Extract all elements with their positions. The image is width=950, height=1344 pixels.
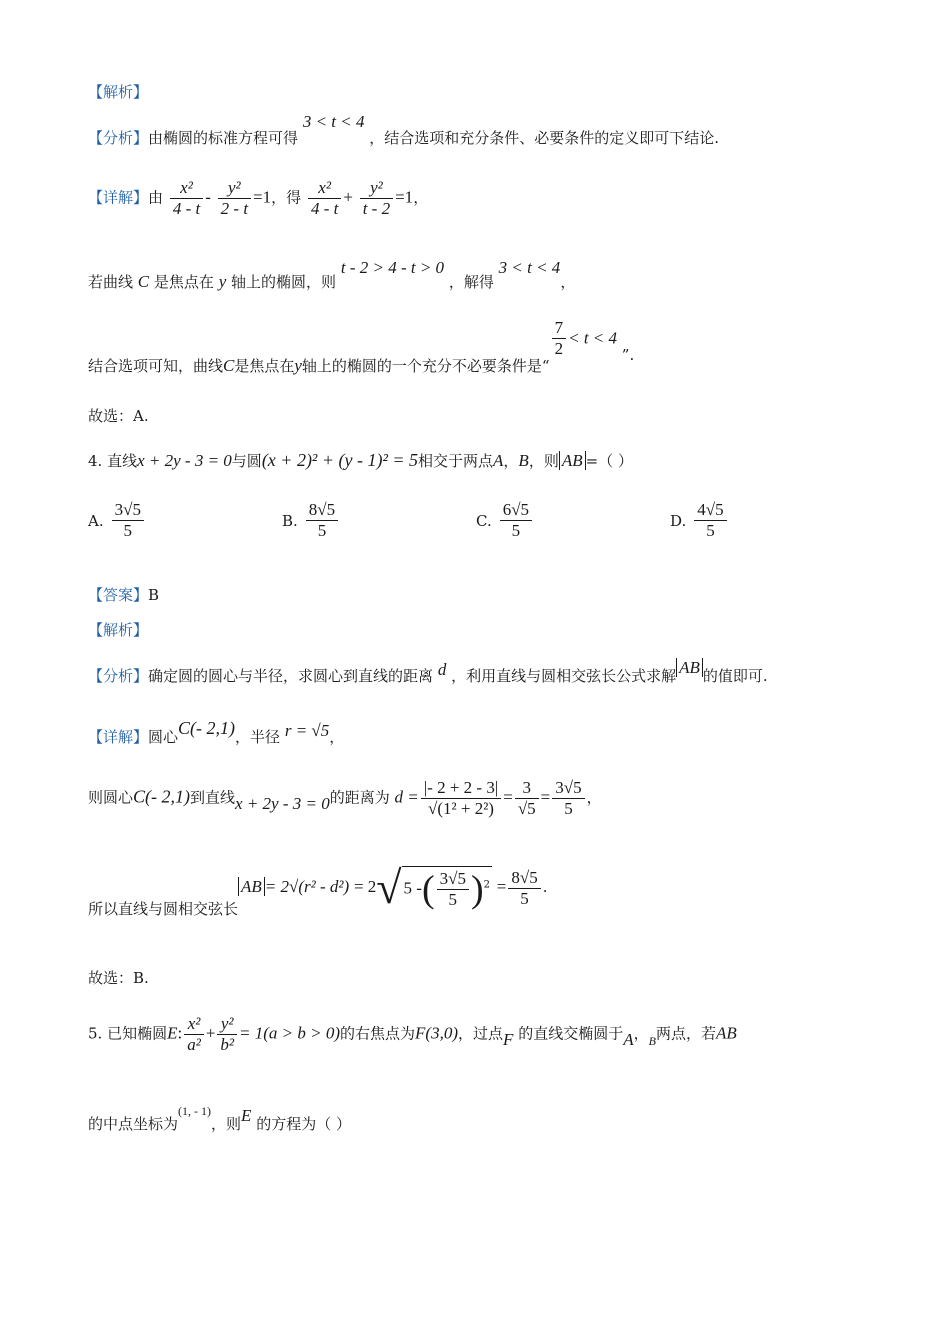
q4-option-c[interactable]: C. $\frac{6√5}{5}$ [476, 500, 534, 541]
q3-condition: t - 2 > 4 - t > 0 [340, 258, 445, 277]
distance-frac: $\frac{|- 2 + 2 - 3|}{\text{√(1² + 2²)}}$ [421, 778, 501, 819]
eq2-frac-x: $\frac{\text{x²}}{4 - t}$ [308, 178, 341, 219]
q3-answer: 故选：A. [88, 407, 149, 425]
xiangjie-tag: 【详解】 [88, 188, 149, 207]
fenxi-math: 3 < t < 4 [302, 112, 365, 131]
q3-fenxi [88, 112, 720, 148]
q4-fenxi: 【分析】确定圆的圆心与半径，求圆心到直线的距离 d ，利用直线与圆相交弦长公式求解 AB 的值即可. [88, 658, 768, 685]
q4-final: 故选：B. [88, 969, 149, 987]
radius: r = √5 [284, 721, 330, 740]
q5-line2: 的中点坐标为$^{(1, - 1)}$，则E 的方程为（ ） [88, 1104, 351, 1133]
q4-option-a[interactable]: A. $\frac{3√5}{5}$ [88, 500, 146, 541]
q4-option-d[interactable]: D. $\frac{4√5}{5}$ [670, 500, 729, 541]
q4-abs-ab: AB [559, 451, 586, 470]
fenxi-tag: 【分析】 [88, 129, 149, 147]
eq1-frac-y: $\frac{\text{y²}}{2 - t}$ [218, 178, 251, 219]
q4-stem: 4. 直线x + 2y - 3 = 0与圆(x + 2)² + (y - 1)² = 5相交于两点A，B，则 AB =（ ） [88, 450, 633, 470]
q5-stem: 5. 已知椭圆E: $\frac{\text{x²}}{\text{a²}}$ + $\frac{\text{y²}}{\text{b²}}$ = 1(a > b > 0)的右焦点为F(3,0)，过点F 的直线交椭圆于A，$_B$两点，若AB [88, 1014, 737, 1054]
q5-midpoint: (1, - 1) [178, 1104, 212, 1118]
fenxi-text: 由椭圆的标准方程可得 [148, 129, 299, 147]
q4-circle-eq: (x + 2)² + (y - 1)² = 5 [261, 450, 418, 470]
jiexi-heading: 【解析】 [88, 83, 149, 101]
q4-jiexi: 【解析】 [88, 621, 149, 639]
q3-line4: 结合选项可知，曲线C是焦点在y轴上的椭圆的一个充分不必要条件是“ $\frac{7}{2}$ < t < 4 ”. [88, 318, 635, 375]
q3-line3: 若曲线 C 是焦点在 y 轴上的椭圆，则 t - 2 > 4 - t > 0 ，解得 3 < t < 4， [88, 258, 576, 291]
q3-xiangjie: 【详解】由 $\frac{\text{x²}}{4 - t}$ - $\frac{\text{y²}}{2 - t}$ =1，得 $\frac{\text{x²}}{4 - t}$ + $\frac{\text{y²}}{t - 2}$ =1， [88, 178, 429, 218]
eq2-frac-y: $\frac{\text{y²}}{t - 2}$ [360, 178, 393, 219]
q4-distance-line: 则圆心C(- 2,1)到直线x + 2y - 3 = 0的距离为 d = $\frac{|- 2 + 2 - 3|}{\text{√(1² + 2²)}}$ = $\frac{3}{√5}$ = $\frac{3√5}{5}$ ， [88, 778, 602, 818]
q3-range: 3 < t < 4 [498, 258, 561, 277]
eq1-frac-x: $\frac{\text{x²}}{4 - t}$ [170, 178, 203, 219]
q4-answer: 【答案】B [88, 586, 160, 604]
q4-xiangjie: 【详解】圆心C(- 2,1)，半径 r = √5， [88, 718, 345, 746]
q4-option-b[interactable]: B. $\frac{8√5}{5}$ [282, 500, 340, 541]
fenxi-text-b: ，结合选项和充分条件、必要条件的定义即可下结论. [369, 129, 720, 147]
q4-line-eq: x + 2y - 3 = 0 [137, 451, 232, 470]
seven-halves: $\frac{7}{2}$ [552, 318, 567, 359]
q4-chord-line: 所以直线与圆相交弦长AB = 2√(r² - d²) = 2√ 5 -( $\frac{3√5}{5}$ )$^2$ = $\frac{8√5}{5}$ . [88, 862, 548, 918]
xiangjie-you: 由 [148, 188, 164, 207]
circle-center: C(- 2,1) [178, 718, 236, 738]
